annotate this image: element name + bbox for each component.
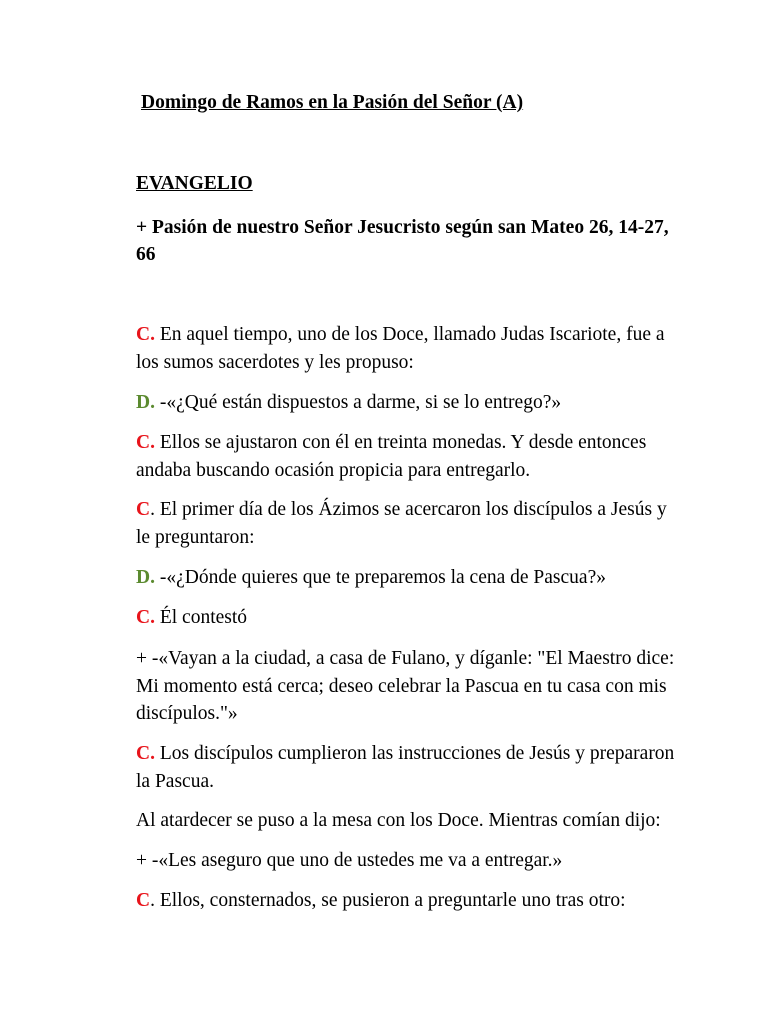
- paragraph: [136, 429, 681, 484]
- section-heading: EVANGELIO: [136, 173, 253, 194]
- speaker-label: C.: [136, 607, 155, 628]
- paragraph: [136, 321, 681, 376]
- speaker-label: C.: [136, 432, 155, 453]
- paragraph-text: Al atardecer se puso a la mesa con los Doce. Mientras comían dijo:: [136, 810, 661, 831]
- paragraph-text: En aquel tiempo, uno de los Doce, llamado Judas Iscariote, fue a los sumos sacerdotes y les propuso:: [136, 324, 665, 373]
- document-title: Domingo de Ramos en la Pasión del Señor (A): [141, 92, 524, 113]
- paragraph-text: . Ellos, consternados, se pusieron a preguntarle uno tras otro:: [150, 890, 626, 911]
- paragraph: [136, 496, 681, 551]
- paragraph: [136, 389, 681, 417]
- speaker-label: C: [136, 890, 151, 911]
- gospel-reference: + Pasión de nuestro Señor Jesucristo según san Mateo 26, 14-27, 66: [136, 217, 669, 265]
- paragraph-text: + -«Les aseguro que uno de ustedes me va a entregar.»: [136, 850, 563, 871]
- paragraph-text: . El primer día de los Ázimos se acercaron los discípulos a Jesús y le preguntaron:: [136, 499, 667, 548]
- speaker-label: D.: [136, 392, 155, 413]
- speaker-label: C.: [136, 743, 155, 764]
- paragraph: [136, 645, 681, 728]
- paragraph: [136, 604, 681, 632]
- paragraph-text: + -«Vayan a la ciudad, a casa de Fulano, y díganle: "El Maestro dice: Mi momento está cerca; deseo celebrar la Pascua en tu casa con mis discípulos."»: [136, 648, 675, 724]
- paragraph-text: -«¿Dónde quieres que te preparemos la cena de Pascua?»: [154, 567, 606, 588]
- speaker-label: C: [136, 499, 151, 520]
- paragraph-text: Ellos se ajustaron con él en treinta monedas. Y desde entonces andaba buscando ocasión propicia para entregarlo.: [136, 432, 647, 481]
- paragraph-text: Él contestó: [154, 607, 248, 628]
- paragraph: [136, 564, 681, 592]
- paragraph: [136, 740, 681, 795]
- speaker-label: D.: [136, 567, 155, 588]
- paragraph-text: -«¿Qué están dispuestos a darme, si se lo entrego?»: [154, 392, 562, 413]
- paragraph: [136, 807, 681, 835]
- paragraph: [136, 847, 681, 875]
- paragraph: [136, 887, 681, 915]
- speaker-label: C.: [136, 324, 155, 345]
- paragraph-text: Los discípulos cumplieron las instrucciones de Jesús y prepararon la Pascua.: [136, 743, 675, 792]
